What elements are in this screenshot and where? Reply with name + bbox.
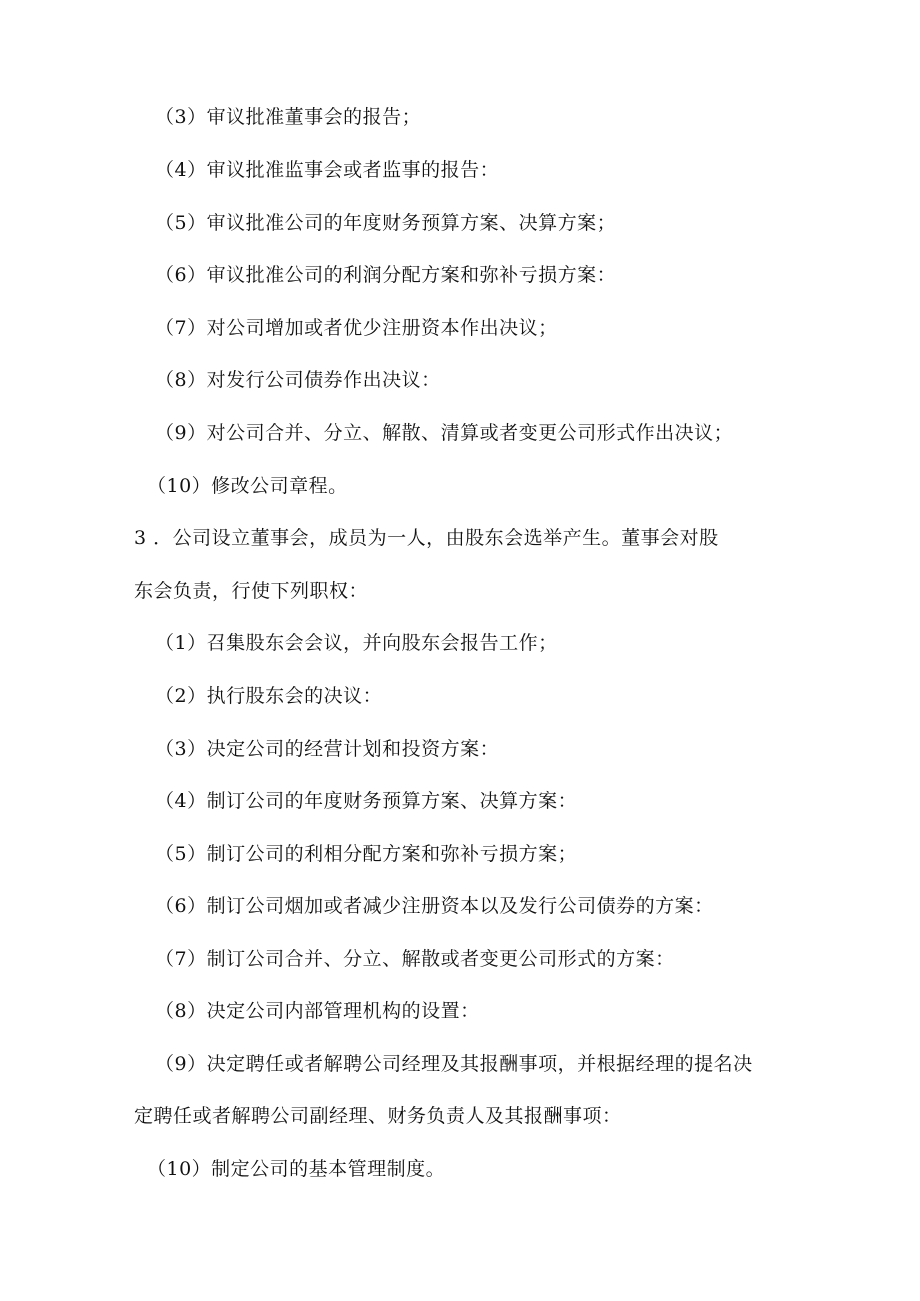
section-3-heading-line-1: 3 ．公司设立董事会，成员为一人，由股东会选举产生。董事会对股 <box>134 527 719 549</box>
board-duty-line-9-part-2: 定聘任或者解聘公司副经理、财务负责人及其报酬事项： <box>134 1105 622 1127</box>
clause-line-8-bond-issue: （8）对发行公司债券作出决议： <box>155 369 441 391</box>
section-3-heading-line-2: 东会负责，行使下列职权： <box>134 580 369 602</box>
board-duty-line-4: （4）制订公司的年度财务预算方案、决算方案： <box>155 790 578 812</box>
board-duty-line-3: （3）决定公司的经营计划和投资方案： <box>155 738 500 760</box>
board-duty-line-7: （7）制订公司合并、分立、解散或者变更公司形式的方案： <box>155 948 675 970</box>
board-duty-line-10: （10）制定公司的基本管理制度。 <box>147 1158 446 1180</box>
clause-line-7-capital-change: （7）对公司增加或者优少注册资本作出决议； <box>155 317 558 339</box>
board-duty-line-9-part-1: （9）决定聘任或者解聘公司经理及其报酬事项，并根据经理的提名决 <box>155 1053 753 1075</box>
board-duty-line-2: （2）执行股东会的决议： <box>155 685 383 707</box>
board-duty-line-8: （8）决定公司内部管理机构的设置： <box>155 1000 480 1022</box>
board-duty-line-5: （5）制订公司的利相分配方案和弥补亏损方案； <box>155 843 578 865</box>
clause-line-6-approve-profit-distribution: （6）审议批准公司的利润分配方案和弥补亏损方案： <box>155 264 617 286</box>
clause-line-4-approve-supervisor-report: （4）审议批准监事会或者监事的报告： <box>155 159 500 181</box>
clause-line-9-merger: （9）对公司合并、分立、解散、清算或者变更公司形式作出决议； <box>155 422 734 444</box>
board-duty-line-6: （6）制订公司烟加或者减少注册资本以及发行公司债券的方案： <box>155 895 714 917</box>
clause-line-3-approve-board-report: （3）审议批准董事会的报告； <box>155 106 422 128</box>
board-duty-line-1: （1）召集股东会会议，并向股东会报告工作； <box>155 632 558 654</box>
clause-line-5-approve-budget: （5）审议批准公司的年度财务预算方案、决算方案； <box>155 212 617 234</box>
clause-line-10-amend-articles: （10）修改公司章程。 <box>147 475 348 497</box>
